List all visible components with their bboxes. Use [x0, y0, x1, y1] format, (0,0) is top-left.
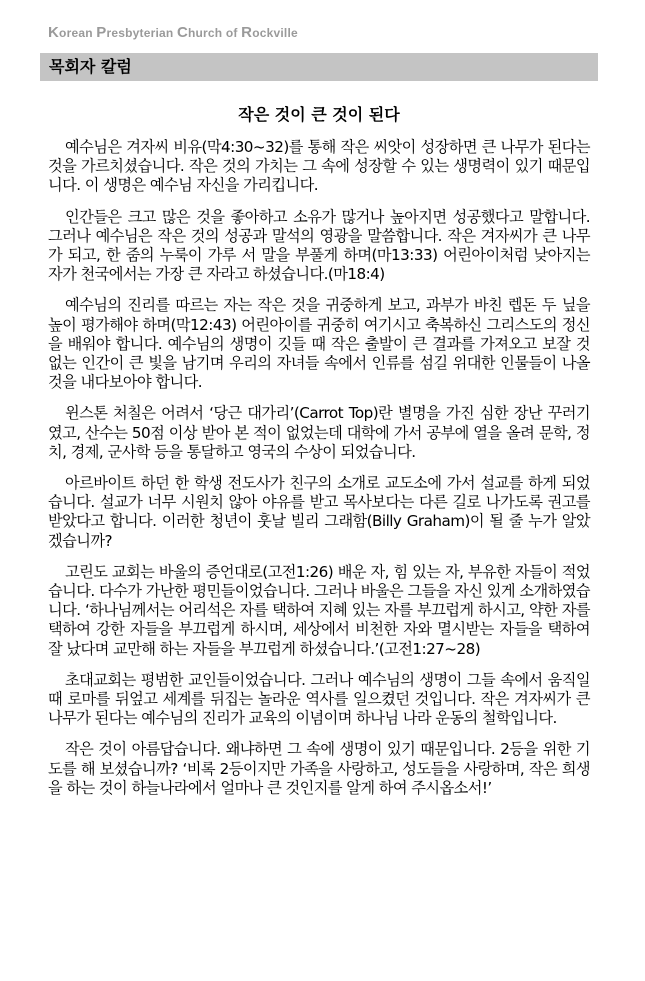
church-name-word: Presbyterian	[96, 24, 174, 41]
article-body	[48, 138, 590, 810]
church-name-word: of	[225, 26, 238, 40]
church-name-header	[48, 24, 598, 41]
section-title: 목회자 칼럼	[49, 57, 132, 76]
article-paragraph: 작은 것이 아름답습니다. 왜냐하면 그 속에 생명이 있기 때문입니다. 2등을 위한 기도를 해 보셨습니까? ‘비록 2등이지만 가족을 사랑하고, 성도들을 사랑하며, 작은 희생을 하는 것이 하늘나라에서 얼마나 큰 것인지를 알게 하여 주시옵소서!’	[48, 740, 590, 797]
church-name-word: Korean	[48, 24, 93, 41]
church-name-word: Church	[176, 24, 223, 41]
article-paragraph: 윈스톤 처칠은 어려서 ‘당근 대가리’(Carrot Top)란 별명을 가진 심한 장난 꾸러기였고, 산수는 50점 이상 받아 본 적이 없었는데 대학에 가서 공부에 열을 올려 문학, 정치, 경제, 군사학 등을 통달하고 영국의 수상이 되었습니다.	[48, 404, 590, 461]
article-paragraph: 아르바이트 하던 한 학생 전도사가 친구의 소개로 교도소에 가서 설교를 하게 되었습니다. 설교가 너무 시원치 않아 야유를 받고 목사보다는 다른 길로 나가도록 권고를 받았다고 합니다. 이러한 청년이 훗날 빌리 그래함(Billy Graham)이 될 줄 누가 알았겠습니까?	[48, 474, 590, 550]
church-name-word: Rockville	[241, 24, 298, 41]
article-paragraph: 인간들은 크고 많은 것을 좋아하고 소유가 많거나 높아지면 성공했다고 말합니다. 그러나 예수님은 작은 것의 성공과 말석의 영광을 말씀합니다. 작은 겨자씨가 큰 나무가 되고, 한 줌의 누룩이 가루 서 말을 부풀게 하며(마13:33) 어린아이처럼 낮아지는 자가 천국에서는 가장 큰 자라고 하셨습니다.(마18:4)	[48, 207, 590, 284]
section-title-bar	[40, 53, 598, 81]
article-paragraph: 고린도 교회는 바울의 증언대로(고전1:26) 배운 자, 힘 있는 자, 부유한 자들이 적었습니다. 다수가 가난한 평민들이었습니다. 그러나 바울은 그들을 자신 있게 소개하였습니다. ‘하나님께서는 어리석은 자를 택하여 지혜 있는 자를 부끄럽게 하시고, 약한 자를 택하여 강한 자들을 부끄럽게 하시며, 세상에서 비천한 자와 멸시받는 자들을 택하여 잘 났다며 교만해 하는 자들을 부끄럽게 하셨습니다.’(고전1:27~28)	[48, 562, 590, 658]
article-title: 작은 것이 큰 것이 된다	[238, 105, 400, 124]
article-paragraph: 예수님은 겨자씨 비유(막4:30~32)를 통해 작은 씨앗이 성장하면 큰 나무가 된다는 것을 가르치셨습니다. 작은 것의 가치는 그 속에 성장할 수 있는 생명력이 있기 때문입니다. 이 생명은 예수님 자신을 가리킵니다.	[48, 138, 590, 195]
article-paragraph: 예수님의 진리를 따르는 자는 작은 것을 귀중하게 보고, 과부가 바친 렙돈 두 닢을 높이 평가해야 하며(막12:43) 어린아이를 귀중히 여기시고 축복하신 그리스도의 정신을 배워야 합니다. 예수님의 생명이 깃들 때 작은 출발이 큰 결과를 가져오고 보잘 것 없는 인간이 큰 빛을 남기며 우리의 자녀들 속에서 인류를 섬길 위대한 인물들이 나올 것을 내다보아야 합니다.	[48, 296, 590, 392]
article-paragraph: 초대교회는 평범한 교인들이었습니다. 그러나 예수님의 생명이 그들 속에서 움직일 때 로마를 뒤엎고 세계를 뒤집는 놀라운 역사를 일으켰던 것입니다. 작은 겨자씨가 큰 나무가 된다는 예수님의 진리가 교육의 이념이며 하나님 나라 운동의 철학입니다.	[48, 670, 590, 728]
